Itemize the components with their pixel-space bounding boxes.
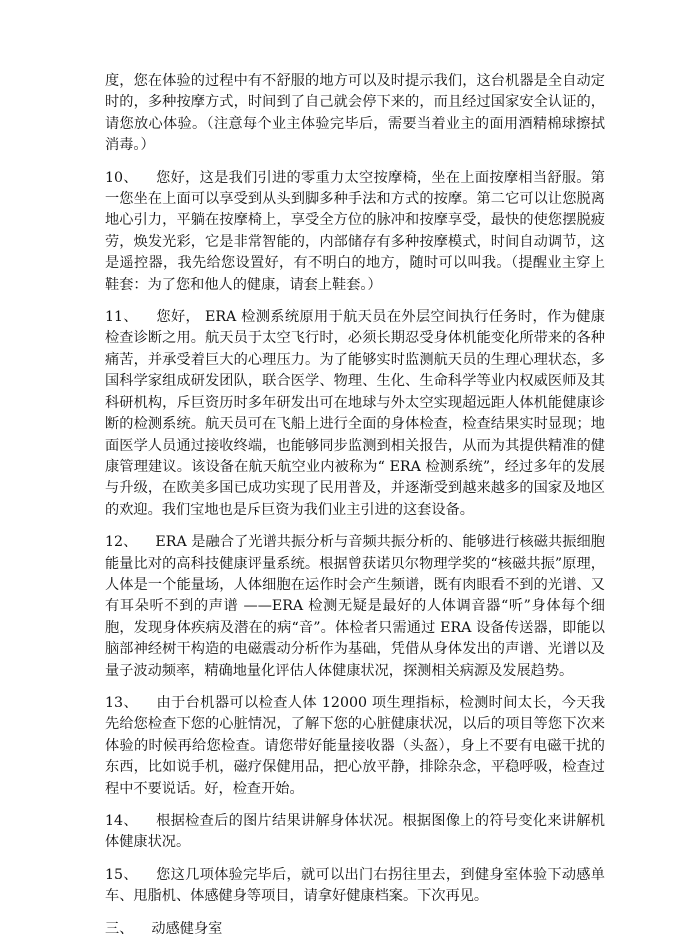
- document-body: [105, 71, 605, 940]
- paragraph-text: 度，您在体验的过程中有不舒服的地方可以及时提示我们，这台机器是全自动定时的，多种按摩方式，时间到了自己就会停下来的，而且经过国家安全认证的，请您放心体验。（注意每个业主体验完毕后，需要当着业主的面用酒精棉球擦拭消毒。）: [105, 73, 605, 154]
- paragraph-10: [105, 168, 605, 296]
- paragraph-text: ERA 是融合了光谱共振分析与音频共振分析的、能够进行核磁共振细胞能量比对的高科技健康评量系统。根据曾获诺贝尔物理学奖的“核磁共振”原理，人体是一个能量场，人体细胞在运作时会产生频谱，既有肉眼看不到的光谱、又有耳朵听不到的声谱 ——ERA 检测无疑是最好的人体调音器“听”身体每个细胞，发现身体疾病及潜在的病“音”。体检者只需通过 ERA 设备传送器，即能以脑部神经树干构造的电磁震动分析作为基础，凭借从身体发出的声谱、光谱以及量子波动频率，精确地量化评估人体健康状况，探测相关病源及发展趋势。: [105, 534, 605, 679]
- section-heading: [105, 919, 605, 940]
- paragraph-number: 11、: [105, 309, 139, 326]
- paragraph-text: 由于台机器可以检查人体 12000 项生理指标，检测时间太长，今天我先给您检查下您的心脏情况，了解下您的心脏健康状况，以后的项目等您下次来体验的时候再给您检查。请您带好能量接收器（头盔），身上不要有电磁干扰的东西，比如说手机，磁疗保健用品，把心放平静，排除杂念，平稳呼吸，检查过程中不要说话。好，检查开始。: [105, 694, 606, 797]
- section-heading-text: 动感健身室: [151, 920, 223, 937]
- paragraph-text: 您好， ERA 检测系统原用于航天员在外层空间执行任务时，作为健康检查诊断之用。航天员于太空飞行时，必须长期忍受身体机能变化所带来的各种痛苦，并承受着巨大的心理压力。为了能够实时监测航天员的生理心理状态，多国科学家组成研发团队，联合医学、物理、生化、生命科学等业内权威医师及其科研机构，斥巨资历时多年研发出可在地球与外太空实现超远距人体机能健康诊断的检测系统。航天员可在飞船上进行全面的身体检查，检查结果实时显现；地面医学人员通过接收终端，也能够同步监测到相关报告，从而为其提供精准的健康管理建议。该设备在航天航空业内被称为“ ERA 检测系统”，经过多年的发展与升级，在欧美多国已成功实现了民用普及，并逐渐受到越来越多的国家及地区的欢迎。我们宝地也是斥巨资为我们业主引进的这套设备。: [105, 309, 605, 518]
- paragraph-number: 15、: [105, 866, 138, 883]
- paragraph-number: 14、: [105, 813, 138, 829]
- paragraph-number: 13、: [105, 694, 139, 711]
- paragraph-number: 12、: [105, 534, 138, 551]
- paragraph-14: [105, 811, 605, 854]
- paragraph-number: 10、: [105, 169, 138, 186]
- paragraph-text: 根据检查后的图片结果讲解身体状况。根据图像上的符号变化来讲解机体健康状况。: [105, 813, 605, 851]
- paragraph-15: [105, 865, 605, 908]
- paragraph-continuation: [105, 71, 605, 157]
- paragraph-13: [105, 693, 605, 800]
- paragraph-text: 您好，这是我们引进的零重力太空按摩椅，坐在上面按摩相当舒服。第一您坐在上面可以享受到从头到脚多种手法和方式的按摩。第二它可以让您脱离地心引力，平躺在按摩椅上，享受全方位的脉冲和按摩享受，最快的使您摆脱疲劳，焕发光彩，它是非常智能的，内部储存有多种按摩模式，时间自动调节，这是遥控器，我先给您设置好，有不明白的地方，随时可以叫我。（提醒业主穿上鞋套：为了您和他人的健康，请套上鞋套。）: [105, 169, 605, 293]
- paragraph-12: [105, 532, 605, 682]
- section-heading-number: 三、: [105, 920, 134, 937]
- paragraph-11: [105, 307, 605, 521]
- paragraph-text: 您这几项体验完毕后，就可以出门右拐往里去，到健身室体验下动感单车、甩脂机、体感健身等项目，请拿好健康档案。下次再见。: [105, 866, 605, 905]
